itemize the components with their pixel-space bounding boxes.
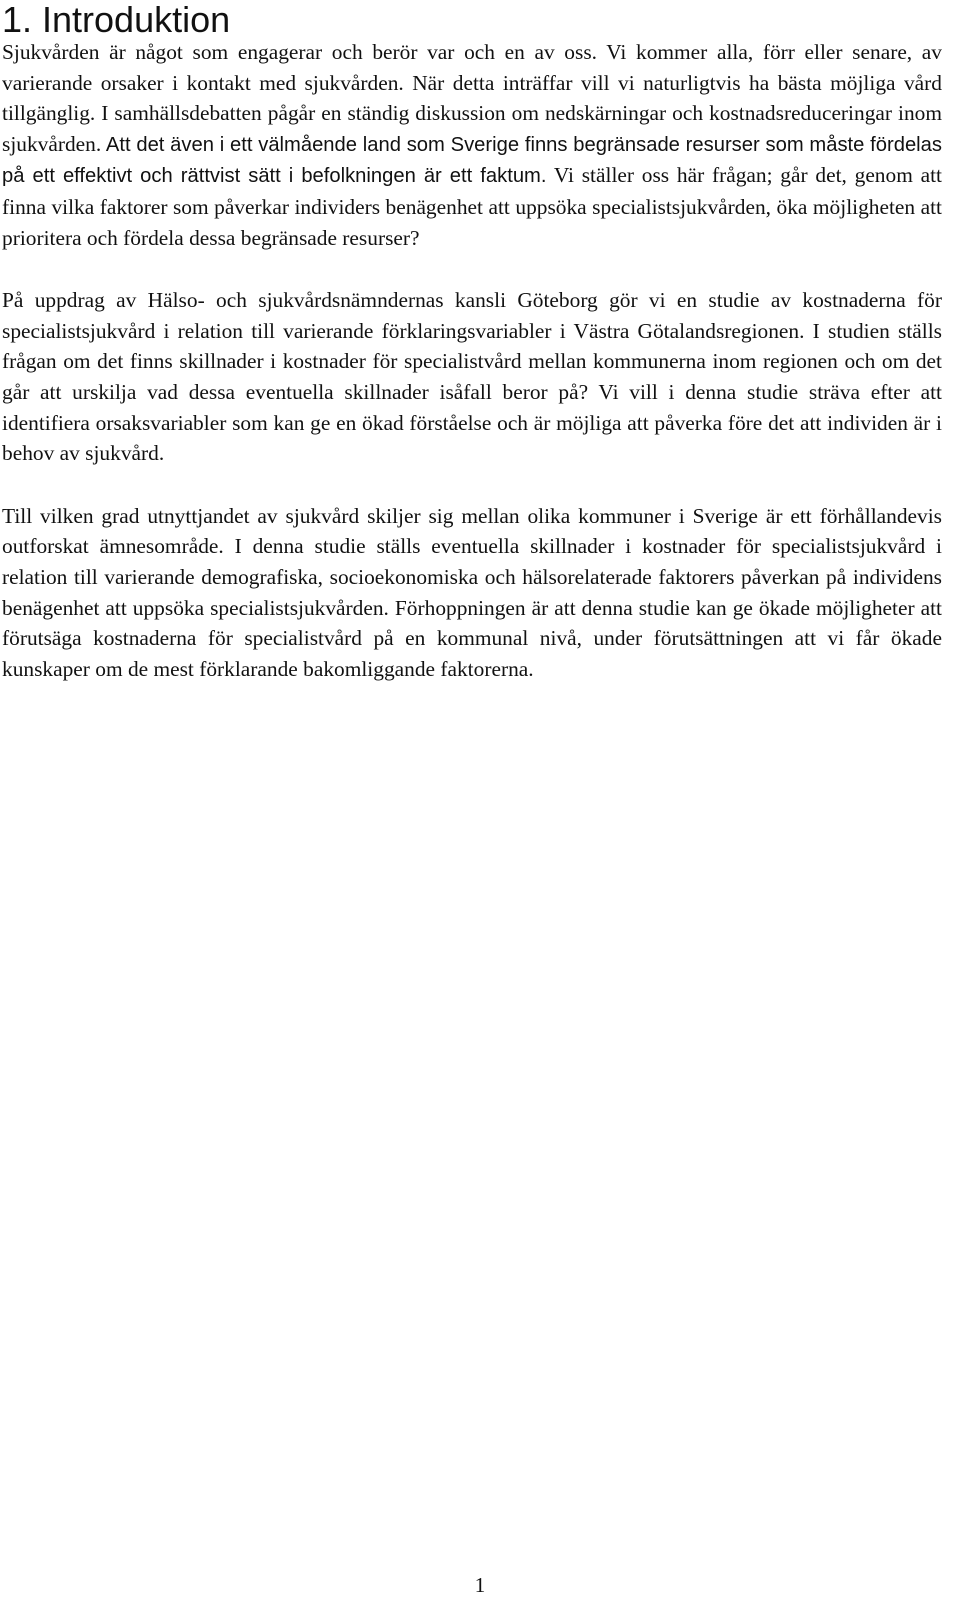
section-heading: 1. Introduktion: [2, 0, 231, 40]
page-content: [2, 0, 942, 684]
paragraph-2: På uppdrag av Hälso- och sjukvårdsnämndernas kansli Göteborg gör vi en studie av kostnaderna för specialistsjukvård i relation till varierande förklaringsvariabler i Västra Götalandsregionen. I studien ställs frågan om det finns skillnader i kostnader för specialistvård mellan kommunerna inom regionen och om det går att urskilja vad dessa eventuella skillnader isåfall beror på? Vi vill i denna studie sträva efter att identifiera orsaksvariabler som kan ge en ökad förståelse och är möjliga att påverka före det att individen är i behov av sjukvård.: [2, 288, 942, 466]
paragraph-1-part-2: Att det även i ett välmående land som Sverige finns begränsade resurser som måste fördelas på ett effektivt och rättvist sätt i befolkningen är ett faktum.: [2, 133, 942, 188]
page-number: 1: [474, 1573, 486, 1597]
paragraph-1-part-1: Sjukvården är något som engagerar och berör var och en av oss. Vi kommer alla, förr eller senare, av varierande orsaker i kontakt med sjukvården. När detta inträffar vill vi naturligtvis ha bästa möjliga vård tillgänglig. I samhällsdebatten pågår en ständig diskussion om nedskärningar och kostnadsreduceringar inom sjukvården.: [2, 40, 942, 156]
paragraph-1-part-3: Vi ställer oss här frågan; går det, genom att finna vilka faktorer som påverkar individers benägenhet att uppsöka specialistsjukvården, öka möjligheten att prioritera och fördela dessa begränsade resurser?: [2, 163, 942, 250]
paragraph-1: [2, 37, 942, 253]
paragraph-3: Till vilken grad utnyttjandet av sjukvård skiljer sig mellan olika kommuner i Sverige är ett förhållandevis outforskat ämnesområde. I denna studie ställs eventuella skillnader i kostnader för specialistsjukvård i relation till varierande demografiska, socioekonomiska och hälsorelaterade faktorers påverkan på individens benägenhet att uppsöka specialistsjukvården. Förhoppningen är att denna studie kan ge ökade möjligheter att förutsäga kostnaderna för specialistvård på en kommunal nivå, under förutsättningen att vi får ökade kunskaper om de mest förklarande bakomliggande faktorerna.: [2, 503, 942, 681]
